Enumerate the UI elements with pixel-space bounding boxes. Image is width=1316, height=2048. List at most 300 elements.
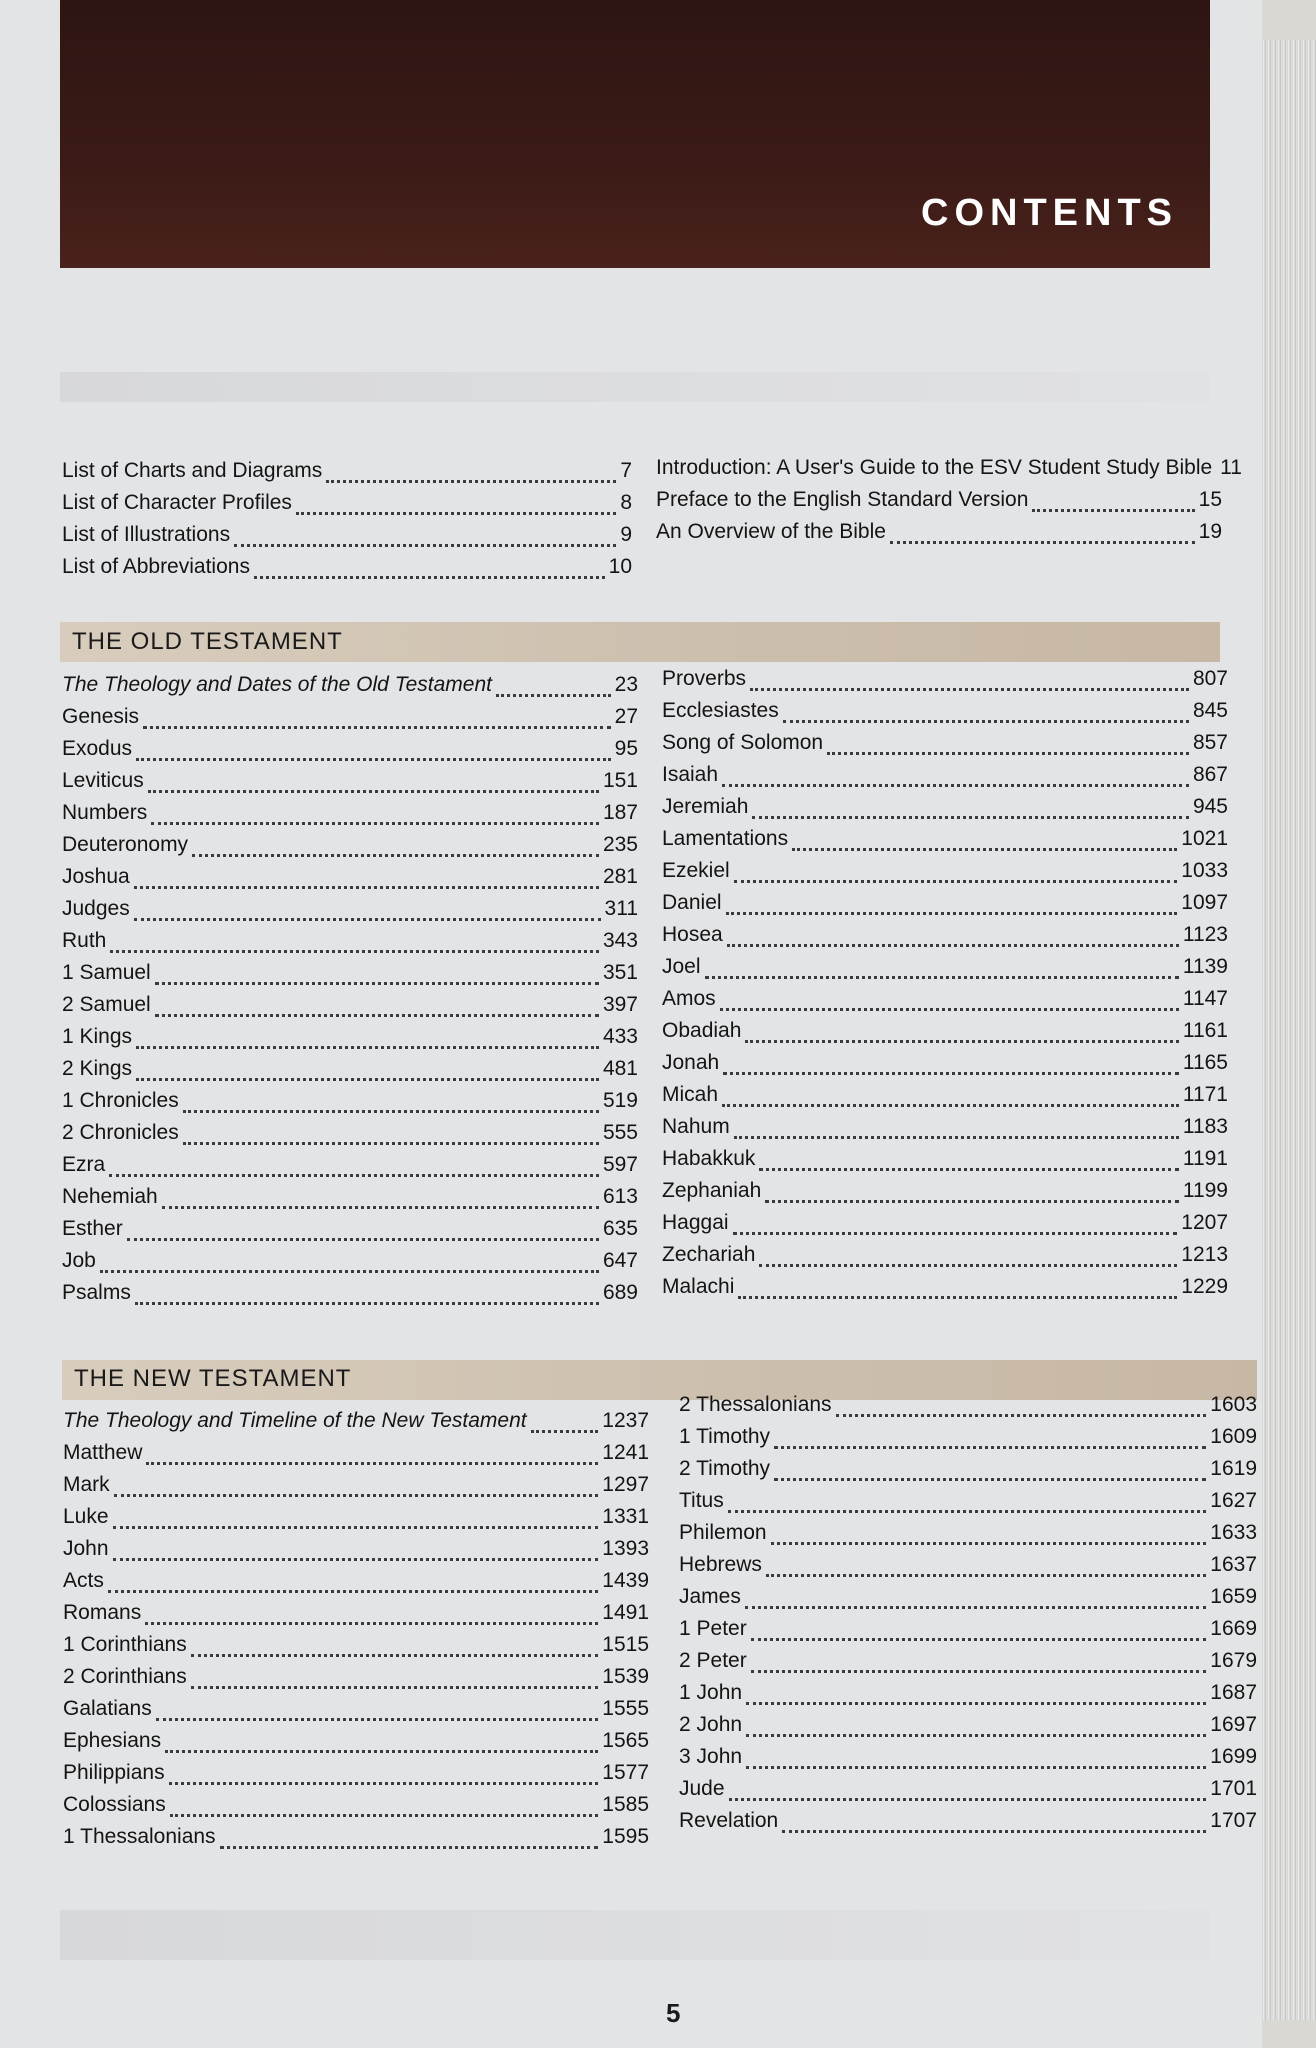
- toc-entry-title: Philemon: [679, 1521, 767, 1544]
- dot-leader: [759, 1263, 1177, 1267]
- dot-leader: [726, 911, 1178, 915]
- toc-entry-title: Luke: [63, 1505, 109, 1528]
- toc-entry-page: 23: [614, 673, 638, 696]
- toc-entry-page: 1237: [602, 1409, 649, 1432]
- dot-leader: [134, 885, 599, 889]
- toc-entry-title: Hosea: [662, 923, 723, 946]
- toc-entry: [662, 763, 1228, 795]
- toc-entry: [662, 1243, 1228, 1275]
- toc-entry-page: 857: [1192, 731, 1228, 754]
- toc-entry: [662, 731, 1228, 763]
- toc-entry: [62, 1217, 638, 1249]
- toc-entry-page: 867: [1192, 763, 1228, 786]
- dot-leader: [745, 1039, 1178, 1043]
- toc-entry-page: 1595: [602, 1825, 649, 1848]
- toc-entry-page: 1297: [602, 1473, 649, 1496]
- toc-entry-page: 945: [1192, 795, 1228, 818]
- bleed-through-band: [60, 372, 1210, 402]
- toc-entry-page: 1699: [1210, 1745, 1257, 1768]
- toc-entry-title: The Theology and Timeline of the New Testament: [63, 1409, 527, 1432]
- toc-entry-title: John: [63, 1537, 109, 1560]
- toc-entry: [62, 1089, 638, 1121]
- toc-entry-page: 1229: [1181, 1275, 1228, 1298]
- toc-entry-page: 1199: [1182, 1179, 1228, 1202]
- toc-entry-title: Galatians: [63, 1697, 152, 1720]
- toc-entry-title: Mark: [63, 1473, 110, 1496]
- toc-entry-page: 235: [602, 833, 638, 856]
- toc-entry-page: 1539: [602, 1665, 649, 1688]
- toc-entry-page: 689: [602, 1281, 638, 1304]
- toc-entry-page: 1633: [1210, 1521, 1257, 1544]
- toc-entry-title: Leviticus: [62, 769, 144, 792]
- toc-entry-page: 1393: [602, 1537, 649, 1560]
- dot-leader: [705, 975, 1179, 979]
- toc-entry: [62, 1025, 638, 1057]
- toc-entry: [63, 1729, 649, 1761]
- dot-leader: [296, 511, 616, 515]
- toc-entry: [62, 1121, 638, 1153]
- dot-leader: [113, 1557, 599, 1561]
- toc-entry-title: List of Abbreviations: [62, 555, 250, 578]
- dot-leader: [234, 543, 616, 547]
- toc-entry-page: 1701: [1210, 1777, 1257, 1800]
- dot-leader: [745, 1605, 1206, 1609]
- toc-entry-title: Deuteronomy: [62, 833, 189, 856]
- toc-entry-page: 1669: [1210, 1617, 1257, 1640]
- toc-entry: [62, 1249, 638, 1281]
- dot-leader: [890, 540, 1195, 544]
- toc-entry-page: 27: [614, 705, 638, 728]
- dot-leader: [146, 1461, 598, 1465]
- toc-entry-title: 2 Chronicles: [62, 1121, 179, 1144]
- dot-leader: [734, 879, 1178, 883]
- toc-entry-page: 1637: [1210, 1553, 1257, 1576]
- toc-entry: [662, 1083, 1228, 1115]
- dot-leader: [782, 1829, 1206, 1833]
- toc-entry-title: Nahum: [662, 1115, 730, 1138]
- toc-entry: [679, 1681, 1257, 1713]
- toc-entry: [63, 1409, 649, 1441]
- toc-entry-title: Song of Solomon: [662, 731, 824, 754]
- toc-entry: [679, 1553, 1257, 1585]
- toc-entry-title: Genesis: [62, 705, 140, 728]
- dot-leader: [734, 1135, 1179, 1139]
- toc-entry: [63, 1697, 649, 1729]
- dot-leader: [752, 815, 1189, 819]
- toc-entry-page: 1123: [1182, 923, 1228, 946]
- front-matter-left: [62, 459, 632, 587]
- toc-entry: [662, 1115, 1228, 1147]
- toc-entry: [662, 923, 1228, 955]
- toc-entry: [662, 1051, 1228, 1083]
- toc-entry-page: 19: [1198, 520, 1222, 543]
- dot-leader: [751, 1669, 1207, 1673]
- toc-entry-page: 1679: [1210, 1649, 1257, 1672]
- toc-entry-page: 1241: [602, 1441, 649, 1464]
- toc-entry-title: 2 Timothy: [679, 1457, 771, 1480]
- toc-entry-title: Isaiah: [662, 763, 719, 786]
- toc-entry: [662, 859, 1228, 891]
- toc-entry-page: 635: [602, 1217, 638, 1240]
- header-band: [60, 0, 1210, 268]
- dot-leader: [156, 1717, 599, 1721]
- toc-entry: [679, 1649, 1257, 1681]
- toc-entry-page: 1161: [1182, 1019, 1228, 1042]
- front-matter-right: [656, 456, 1242, 552]
- toc-entry: [662, 667, 1228, 699]
- toc-entry-page: 1183: [1182, 1115, 1228, 1138]
- toc-entry: [63, 1793, 649, 1825]
- toc-entry-title: Malachi: [662, 1275, 735, 1298]
- toc-entry-page: 1191: [1182, 1147, 1228, 1170]
- dot-leader: [136, 757, 611, 761]
- dot-leader: [746, 1701, 1206, 1705]
- toc-entry-page: 1603: [1210, 1393, 1257, 1416]
- toc-entry-title: 1 Thessalonians: [63, 1825, 216, 1848]
- toc-entry: [679, 1489, 1257, 1521]
- toc-entry-page: 555: [602, 1121, 638, 1144]
- dot-leader: [1032, 508, 1194, 512]
- toc-entry: [62, 673, 638, 705]
- toc-entry-title: An Overview of the Bible: [656, 520, 886, 543]
- toc-entry-title: Zephaniah: [662, 1179, 762, 1202]
- dot-leader: [110, 949, 599, 953]
- toc-entry: [662, 1179, 1228, 1211]
- toc-entry-page: 1439: [602, 1569, 649, 1592]
- toc-entry-page: 597: [602, 1153, 638, 1176]
- dot-leader: [774, 1477, 1206, 1481]
- dot-leader: [746, 1733, 1206, 1737]
- toc-entry-page: 433: [602, 1025, 638, 1048]
- dot-leader: [722, 1103, 1179, 1107]
- toc-entry: [63, 1825, 649, 1857]
- dot-leader: [759, 1167, 1178, 1171]
- dot-leader: [134, 917, 601, 921]
- toc-entry-title: Revelation: [679, 1809, 779, 1832]
- toc-entry-page: 1687: [1210, 1681, 1257, 1704]
- toc-entry-title: Jonah: [662, 1051, 720, 1074]
- dot-leader: [531, 1429, 599, 1433]
- toc-entry: [62, 801, 638, 833]
- dot-leader: [155, 981, 599, 985]
- toc-entry-title: The Theology and Dates of the Old Testament: [62, 673, 492, 696]
- dot-leader: [191, 1685, 599, 1689]
- page-number: 5: [666, 1998, 681, 2028]
- toc-entry-title: Judges: [62, 897, 130, 920]
- toc-entry-title: Psalms: [62, 1281, 131, 1304]
- toc-entry: [62, 833, 638, 865]
- toc-entry: [662, 891, 1228, 923]
- toc-entry-page: 519: [602, 1089, 638, 1112]
- toc-entry-page: 647: [602, 1249, 638, 1272]
- toc-entry-title: Ezra: [62, 1153, 106, 1176]
- toc-entry-title: List of Character Profiles: [62, 491, 292, 514]
- toc-entry-page: 9: [620, 523, 632, 546]
- bleed-through-band: [60, 1910, 1210, 1960]
- dot-leader: [183, 1109, 599, 1113]
- toc-entry: [62, 993, 638, 1025]
- toc-entry: [679, 1617, 1257, 1649]
- toc-entry: [679, 1425, 1257, 1457]
- toc-entry-title: Jeremiah: [662, 795, 749, 818]
- toc-entry: [679, 1521, 1257, 1553]
- toc-entry-title: 1 Peter: [679, 1617, 747, 1640]
- toc-entry-title: 2 Samuel: [62, 993, 151, 1016]
- toc-entry: [62, 1281, 638, 1313]
- dot-leader: [783, 719, 1189, 723]
- toc-entry: [679, 1809, 1257, 1841]
- dot-leader: [729, 1797, 1207, 1801]
- toc-entry-title: Lamentations: [662, 827, 789, 850]
- dot-leader: [192, 853, 599, 857]
- toc-entry-page: 95: [614, 737, 638, 760]
- toc-entry-title: Obadiah: [662, 1019, 742, 1042]
- dot-leader: [169, 1781, 599, 1785]
- dot-leader: [751, 1637, 1207, 1641]
- toc-entry-title: Preface to the English Standard Version: [656, 488, 1029, 511]
- toc-entry-page: 397: [602, 993, 638, 1016]
- dot-leader: [326, 479, 616, 483]
- toc-entry-page: 1171: [1182, 1083, 1228, 1106]
- dot-leader: [792, 847, 1177, 851]
- toc-entry-title: 3 John: [679, 1745, 743, 1768]
- toc-entry-title: Colossians: [63, 1793, 166, 1816]
- dot-leader: [108, 1589, 598, 1593]
- toc-entry-title: Amos: [662, 987, 716, 1010]
- dot-leader: [827, 751, 1189, 755]
- toc-entry: [62, 929, 638, 961]
- toc-entry-title: 2 Kings: [62, 1057, 133, 1080]
- toc-entry: [63, 1441, 649, 1473]
- toc-entry-page: 481: [602, 1057, 638, 1080]
- toc-entry: [63, 1505, 649, 1537]
- toc-entry-page: 11: [1220, 456, 1242, 479]
- toc-entry-page: 1577: [602, 1761, 649, 1784]
- dot-leader: [733, 1231, 1178, 1235]
- dot-leader: [254, 575, 605, 579]
- toc-entry: [62, 459, 632, 491]
- toc-entry: [679, 1777, 1257, 1809]
- old-testament-left: [62, 673, 638, 1313]
- toc-entry-title: 1 Timothy: [679, 1425, 771, 1448]
- toc-entry-title: Nehemiah: [62, 1185, 158, 1208]
- toc-entry-title: Ecclesiastes: [662, 699, 779, 722]
- toc-entry-title: Romans: [63, 1601, 142, 1624]
- toc-entry-page: 10: [608, 555, 632, 578]
- toc-entry: [662, 699, 1228, 731]
- toc-entry-page: 311: [604, 897, 638, 920]
- toc-entry: [63, 1601, 649, 1633]
- toc-entry-title: Esther: [62, 1217, 123, 1240]
- toc-entry-title: 1 Chronicles: [62, 1089, 179, 1112]
- old-testament-heading: THE OLD TESTAMENT: [72, 628, 343, 655]
- dot-leader: [136, 1077, 599, 1081]
- new-testament-heading: THE NEW TESTAMENT: [74, 1365, 352, 1392]
- toc-entry: [662, 795, 1228, 827]
- dot-leader: [162, 1205, 599, 1209]
- toc-entry: [62, 555, 632, 587]
- toc-entry: [662, 955, 1228, 987]
- toc-entry-page: 1021: [1181, 827, 1228, 850]
- dot-leader: [728, 1509, 1207, 1513]
- dot-leader: [766, 1573, 1206, 1577]
- dot-leader: [136, 1045, 599, 1049]
- toc-entry-title: Hebrews: [679, 1553, 762, 1576]
- toc-entry: [62, 961, 638, 993]
- toc-entry-page: 1147: [1182, 987, 1228, 1010]
- toc-entry-page: 1565: [602, 1729, 649, 1752]
- toc-entry-title: List of Charts and Diagrams: [62, 459, 323, 482]
- toc-entry: [662, 1147, 1228, 1179]
- toc-entry: [62, 897, 638, 929]
- toc-entry-title: 2 Corinthians: [63, 1665, 187, 1688]
- toc-entry-title: Introduction: A User's Guide to the ESV Student Study Bible: [656, 456, 1213, 479]
- toc-entry-title: 1 Kings: [62, 1025, 133, 1048]
- page-edges: [1262, 40, 1316, 2020]
- dot-leader: [836, 1413, 1207, 1417]
- toc-entry: [679, 1745, 1257, 1777]
- toc-entry-page: 151: [602, 769, 638, 792]
- dot-leader: [738, 1295, 1177, 1299]
- toc-entry: [656, 520, 1222, 552]
- toc-entry-title: Ruth: [62, 929, 107, 952]
- toc-entry-page: 1707: [1210, 1809, 1257, 1832]
- toc-entry-page: 15: [1198, 488, 1222, 511]
- toc-entry-title: Philippians: [63, 1761, 165, 1784]
- dot-leader: [720, 1007, 1179, 1011]
- toc-entry-title: 1 John: [679, 1681, 743, 1704]
- toc-entry-title: Haggai: [662, 1211, 729, 1234]
- toc-entry-page: 1033: [1181, 859, 1228, 882]
- toc-entry-title: Numbers: [62, 801, 148, 824]
- toc-entry-page: 1585: [602, 1793, 649, 1816]
- toc-entry: [656, 456, 1242, 488]
- dot-leader: [183, 1141, 599, 1145]
- toc-entry-page: 1659: [1210, 1585, 1257, 1608]
- dot-leader: [143, 725, 611, 729]
- toc-entry-title: 1 Samuel: [62, 961, 151, 984]
- toc-entry: [679, 1393, 1257, 1425]
- toc-entry: [63, 1473, 649, 1505]
- toc-entry: [63, 1569, 649, 1601]
- toc-entry-title: Micah: [662, 1083, 719, 1106]
- toc-entry-title: Ephesians: [63, 1729, 162, 1752]
- toc-entry: [662, 1275, 1228, 1307]
- dot-leader: [109, 1173, 599, 1177]
- toc-entry-page: 613: [602, 1185, 638, 1208]
- toc-entry-title: James: [679, 1585, 741, 1608]
- toc-entry: [662, 827, 1228, 859]
- toc-entry: [62, 865, 638, 897]
- toc-entry: [62, 705, 638, 737]
- toc-entry: [679, 1585, 1257, 1617]
- toc-entry-title: Ezekiel: [662, 859, 730, 882]
- toc-entry-title: Job: [62, 1249, 96, 1272]
- dot-leader: [155, 1013, 599, 1017]
- dot-leader: [496, 693, 611, 697]
- dot-leader: [145, 1621, 598, 1625]
- toc-entry: [662, 987, 1228, 1019]
- toc-entry-page: 1555: [602, 1697, 649, 1720]
- dot-leader: [746, 1765, 1206, 1769]
- dot-leader: [220, 1845, 599, 1849]
- toc-entry: [62, 523, 632, 555]
- new-testament-left: [63, 1409, 649, 1857]
- dot-leader: [774, 1445, 1206, 1449]
- toc-entry: [63, 1633, 649, 1665]
- dot-leader: [114, 1493, 599, 1497]
- toc-entry-page: 1491: [602, 1601, 649, 1624]
- dot-leader: [750, 687, 1189, 691]
- toc-entry-page: 343: [602, 929, 638, 952]
- toc-entry-title: 2 Thessalonians: [679, 1393, 832, 1416]
- toc-entry-page: 8: [620, 491, 632, 514]
- dot-leader: [100, 1269, 599, 1273]
- toc-entry-title: Jude: [679, 1777, 725, 1800]
- toc-entry-page: 1207: [1181, 1211, 1228, 1234]
- dot-leader: [722, 783, 1189, 787]
- toc-entry-title: Joel: [662, 955, 701, 978]
- toc-entry-page: 807: [1192, 667, 1228, 690]
- toc-entry: [63, 1665, 649, 1697]
- dot-leader: [723, 1071, 1179, 1075]
- dot-leader: [165, 1749, 598, 1753]
- toc-entry-title: List of Illustrations: [62, 523, 231, 546]
- toc-entry-title: Proverbs: [662, 667, 747, 690]
- toc-entry-page: 351: [602, 961, 638, 984]
- toc-entry: [656, 488, 1222, 520]
- page-title: CONTENTS: [921, 192, 1178, 234]
- dot-leader: [191, 1653, 599, 1657]
- toc-entry-title: Daniel: [662, 891, 722, 914]
- toc-entry-page: 7: [620, 459, 632, 482]
- toc-entry-page: 1627: [1210, 1489, 1257, 1512]
- toc-entry-title: Zechariah: [662, 1243, 756, 1266]
- toc-entry-page: 1609: [1210, 1425, 1257, 1448]
- toc-entry: [679, 1457, 1257, 1489]
- dot-leader: [765, 1199, 1179, 1203]
- toc-entry: [62, 1185, 638, 1217]
- toc-entry-title: Titus: [679, 1489, 724, 1512]
- toc-entry-page: 1515: [602, 1633, 649, 1656]
- toc-entry-title: Habakkuk: [662, 1147, 756, 1170]
- toc-entry-page: 1331: [602, 1505, 649, 1528]
- dot-leader: [170, 1813, 599, 1817]
- toc-entry-title: 1 Corinthians: [63, 1633, 187, 1656]
- dot-leader: [135, 1301, 599, 1305]
- toc-entry-page: 1619: [1210, 1457, 1257, 1480]
- toc-entry-page: 1165: [1182, 1051, 1228, 1074]
- toc-entry: [63, 1761, 649, 1793]
- toc-entry-page: 1213: [1181, 1243, 1228, 1266]
- dot-leader: [151, 821, 599, 825]
- dot-leader: [148, 789, 599, 793]
- toc-entry: [662, 1019, 1228, 1051]
- toc-entry-page: 845: [1192, 699, 1228, 722]
- toc-entry-title: 2 John: [679, 1713, 743, 1736]
- dot-leader: [771, 1541, 1207, 1545]
- toc-entry: [662, 1211, 1228, 1243]
- dot-leader: [127, 1237, 599, 1241]
- dot-leader: [113, 1525, 599, 1529]
- toc-entry-title: Exodus: [62, 737, 133, 760]
- toc-entry-title: Acts: [63, 1569, 104, 1592]
- toc-entry-page: 187: [602, 801, 638, 824]
- toc-entry-page: 281: [602, 865, 638, 888]
- toc-entry-title: Joshua: [62, 865, 130, 888]
- toc-entry: [679, 1713, 1257, 1745]
- toc-entry: [63, 1537, 649, 1569]
